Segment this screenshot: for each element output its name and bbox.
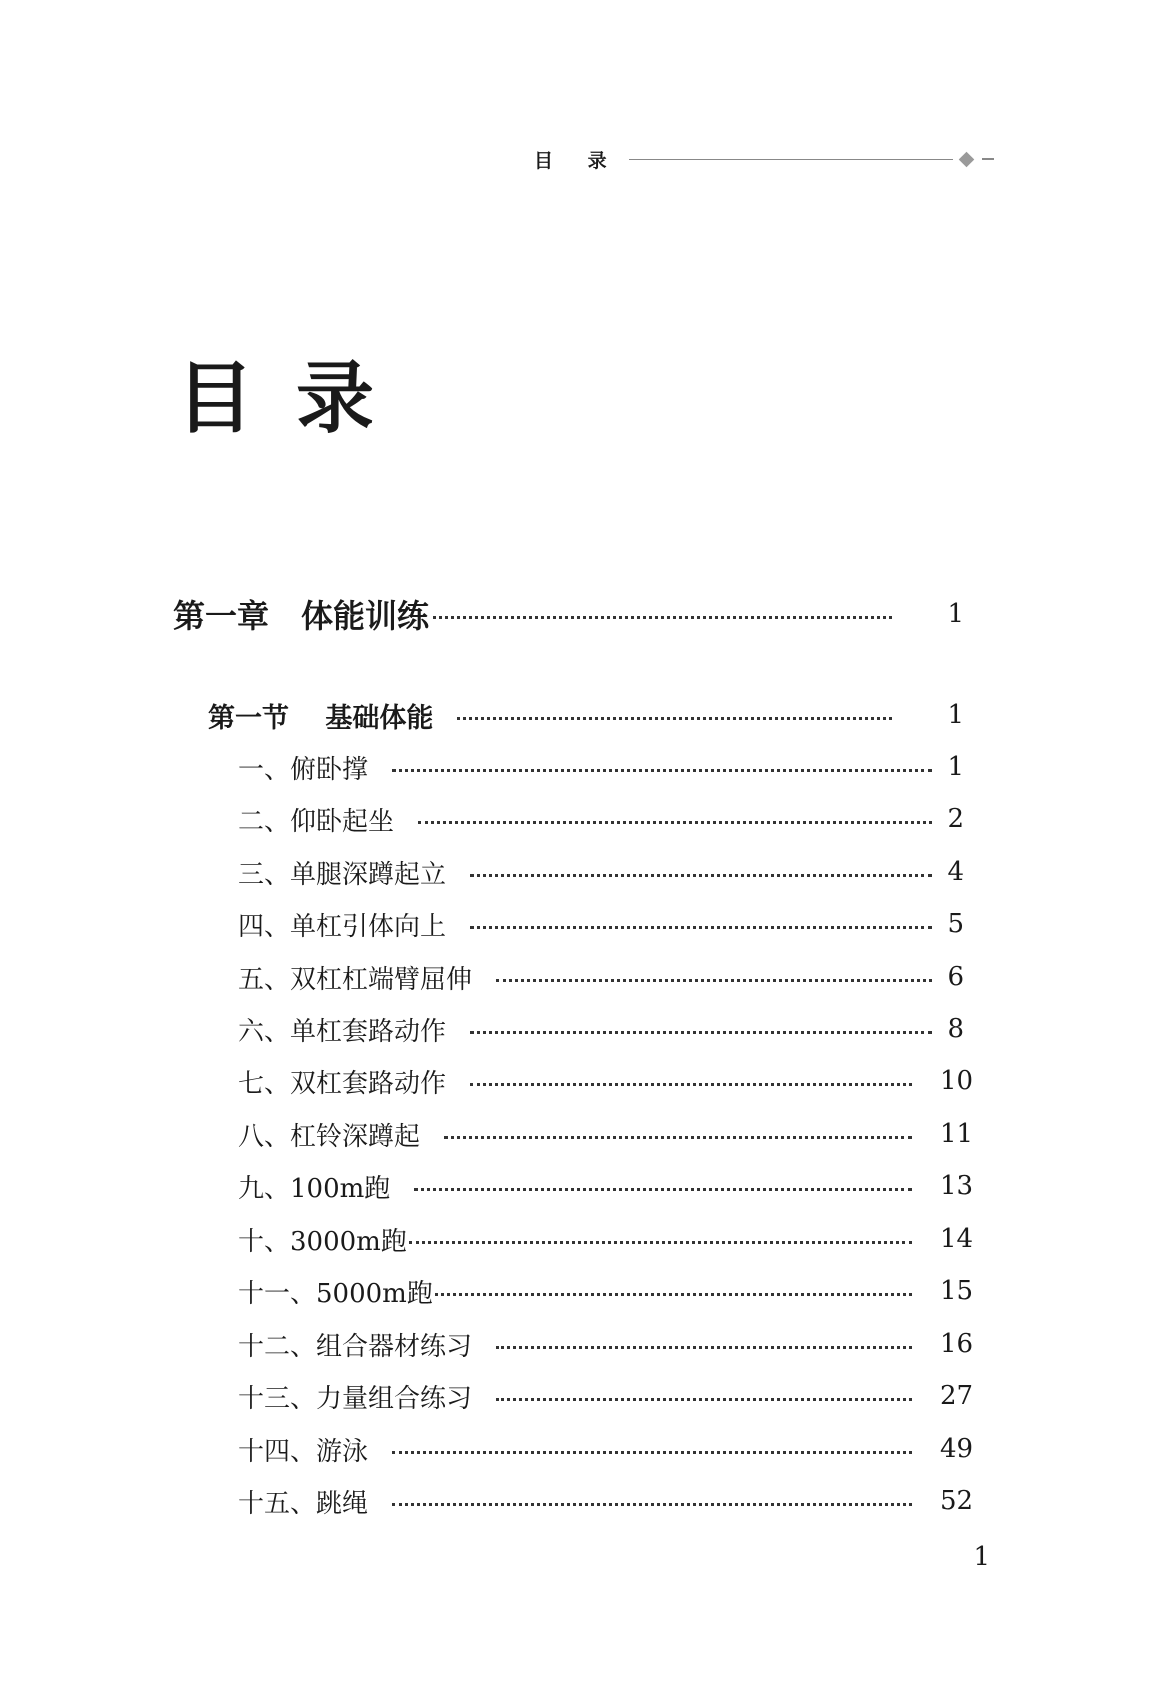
toc-section-entry[interactable] xyxy=(0,693,1166,737)
toc-item-page: 15 xyxy=(940,1276,974,1306)
toc-item-page: 27 xyxy=(940,1381,974,1411)
toc-item-label: 十五、跳绳 xyxy=(238,1488,369,1519)
toc-leader-dots xyxy=(496,979,932,982)
toc-leader-dots xyxy=(496,1398,912,1401)
toc-item[interactable] xyxy=(0,1374,1166,1418)
toc-leader-dots xyxy=(457,717,892,720)
toc-leader-dots xyxy=(470,1031,932,1034)
toc-item-label: 六、单杠套路动作 xyxy=(238,1016,447,1047)
toc-leader-dots xyxy=(470,1083,912,1086)
toc-leader-dots xyxy=(470,926,932,929)
toc-leader-dots xyxy=(414,1188,912,1191)
toc-item[interactable] xyxy=(0,850,1166,894)
toc-section-page: 1 xyxy=(947,700,964,730)
toc-chapter-entry[interactable] xyxy=(0,592,1166,636)
toc-item-label: 九、100m跑 xyxy=(238,1173,391,1204)
toc-item[interactable] xyxy=(0,1479,1166,1523)
toc-item-page: 49 xyxy=(940,1434,974,1464)
toc-leader-dots xyxy=(418,821,932,824)
header-dash xyxy=(982,158,994,160)
toc-leader-dots xyxy=(470,874,932,877)
toc-item-label: 三、单腿深蹲起立 xyxy=(238,859,447,890)
toc-item-page: 13 xyxy=(940,1171,974,1201)
toc-chapter-label: 第一章 体能训练 xyxy=(173,597,430,635)
toc-leader-dots xyxy=(392,1451,912,1454)
toc-item[interactable] xyxy=(0,1269,1166,1313)
toc-item-page: 11 xyxy=(940,1119,974,1149)
toc-item[interactable] xyxy=(0,1322,1166,1366)
toc-leader-dots xyxy=(409,1241,912,1244)
toc-section-label: 第一节 基础体能 xyxy=(208,702,434,734)
running-header xyxy=(534,144,994,174)
toc-item-page: 4 xyxy=(947,857,964,887)
header-rule xyxy=(629,159,953,160)
toc-item-label: 一、俯卧撑 xyxy=(238,754,369,785)
toc-item[interactable] xyxy=(0,1164,1166,1208)
toc-item-label: 十三、力量组合练习 xyxy=(238,1383,473,1414)
toc-item-page: 5 xyxy=(947,909,964,939)
page-title: 目录 xyxy=(176,353,417,444)
toc-item[interactable] xyxy=(0,1007,1166,1051)
toc-item-label: 十一、5000m跑 xyxy=(238,1278,433,1309)
toc-item-label: 十四、游泳 xyxy=(238,1436,369,1467)
running-header-title: 目 录 xyxy=(534,149,621,172)
page-number: 1 xyxy=(973,1542,990,1572)
toc-leader-dots xyxy=(433,616,892,619)
toc-item[interactable] xyxy=(0,902,1166,946)
toc-item[interactable] xyxy=(0,955,1166,999)
toc-item-label: 七、双杠套路动作 xyxy=(238,1068,447,1099)
diamond-icon xyxy=(959,151,975,167)
toc-item[interactable] xyxy=(0,1217,1166,1261)
toc-leader-dots xyxy=(435,1293,912,1296)
toc-item-label: 十二、组合器材练习 xyxy=(238,1331,473,1362)
toc-item-page: 52 xyxy=(940,1486,974,1516)
toc-item-page: 1 xyxy=(947,752,964,782)
toc-item-label: 八、杠铃深蹲起 xyxy=(238,1121,421,1152)
toc-leader-dots xyxy=(444,1136,912,1139)
toc-item-page: 2 xyxy=(947,804,964,834)
toc-chapter-page: 1 xyxy=(947,599,964,629)
toc-item[interactable] xyxy=(0,1112,1166,1156)
toc-item-label: 二、仰卧起坐 xyxy=(238,806,395,837)
toc-item-label: 四、单杠引体向上 xyxy=(238,911,447,942)
toc-item[interactable] xyxy=(0,745,1166,789)
toc-item-page: 10 xyxy=(940,1066,974,1096)
toc-item-page: 16 xyxy=(940,1329,974,1359)
toc-leader-dots xyxy=(392,1503,912,1506)
toc-item-page: 8 xyxy=(947,1014,964,1044)
toc-item[interactable] xyxy=(0,1427,1166,1471)
toc-item-label: 十、3000m跑 xyxy=(238,1226,407,1257)
toc-item[interactable] xyxy=(0,1059,1166,1103)
toc-item-label: 五、双杠杠端臂屈伸 xyxy=(238,964,473,995)
toc-leader-dots xyxy=(392,769,932,772)
toc-leader-dots xyxy=(496,1346,912,1349)
toc-item-page: 14 xyxy=(940,1224,974,1254)
toc-item[interactable] xyxy=(0,797,1166,841)
toc-item-page: 6 xyxy=(947,962,964,992)
